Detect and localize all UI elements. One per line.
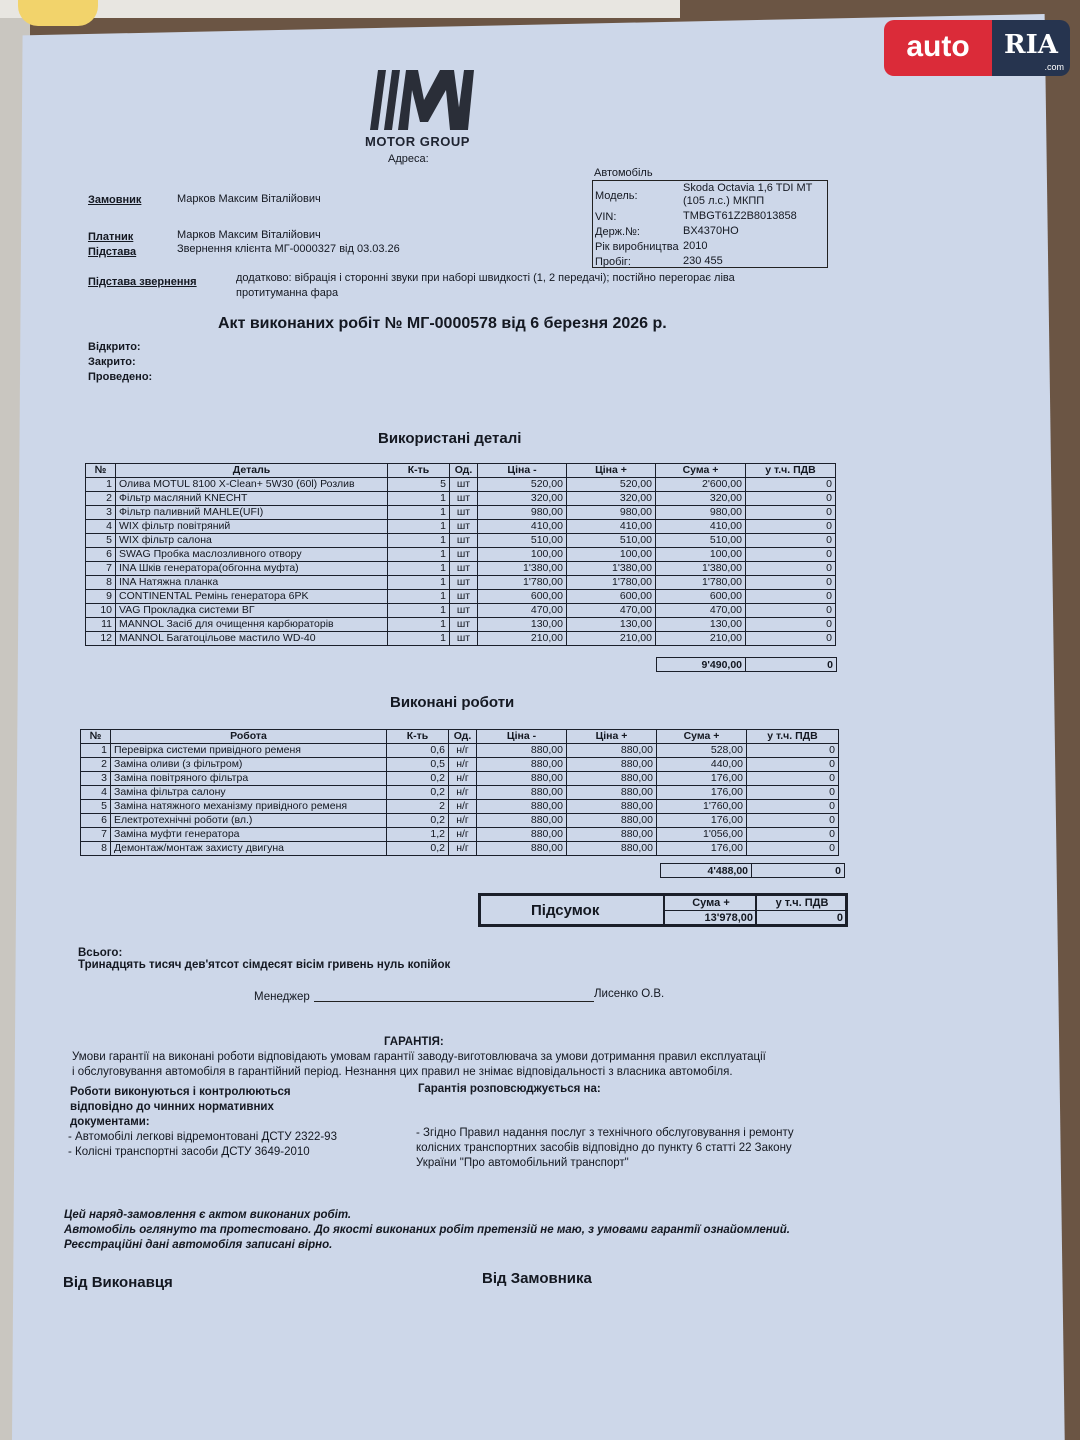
table-cell: 1,2 [387,828,449,842]
table-cell: н/г [449,814,477,828]
table-cell: 0,2 [387,786,449,800]
table-cell: 6 [81,814,111,828]
table-cell: 0 [746,562,836,576]
table-cell: SWAG Пробка маслозливного отвору [116,548,388,562]
basis-label: Підстава [88,246,137,258]
table-cell: Заміна оливи (з фільтром) [111,758,387,772]
header-cell: Ціна + [567,730,657,744]
watermark-ria [992,20,1070,76]
table-cell: н/г [449,744,477,758]
table-cell: 520,00 [567,478,656,492]
warranty-left-title-3: документами: [70,1116,150,1128]
works-row [81,800,839,814]
header-cell: Ціна - [477,730,567,744]
table-cell: 880,00 [567,828,657,842]
table-cell: 600,00 [656,590,746,604]
table-cell: 2 [387,800,449,814]
footer-line-2: Автомобіль оглянуто та протестовано. До якості виконаних робіт претензій не маю, з умовами гарантії ознайомлений. [64,1224,790,1236]
table-cell: шт [450,520,478,534]
parts-row [86,534,836,548]
parts-row [86,520,836,534]
table-cell: 0 [746,590,836,604]
table-cell: 880,00 [477,814,567,828]
footer-line-1: Цей наряд-замовлення є актом виконаних робіт. [64,1209,352,1221]
works-row [81,758,839,772]
table-cell: 880,00 [567,786,657,800]
header-cell: К-ть [388,464,450,478]
table-cell: 100,00 [567,548,656,562]
table-cell: 7 [86,562,116,576]
table-cell: 8 [81,842,111,856]
parts-row [86,492,836,506]
table-cell: 510,00 [656,534,746,548]
table-cell: 0 [747,842,839,856]
table-cell: шт [450,506,478,520]
warranty-right-title: Гарантія розповсюджується на: [418,1083,601,1095]
table-cell: 0 [746,632,836,646]
car-model-value: Skoda Octavia 1,6 TDI MT [683,182,813,194]
table-cell: 100,00 [656,548,746,562]
works-total-sum: 4'488,00 [660,863,752,878]
summary-sum-header: Сума + [663,896,757,911]
table-cell: 176,00 [657,772,747,786]
parts-title: Використані деталі [378,430,522,447]
header-cell: Ціна + [567,464,656,478]
summary-vat-header: у т.ч. ПДВ [755,896,847,911]
table-cell: Заміна повітряного фільтра [111,772,387,786]
table-cell: 1'760,00 [657,800,747,814]
table-cell: 880,00 [567,842,657,856]
table-cell: 880,00 [477,786,567,800]
table-cell: 2'600,00 [656,478,746,492]
payer-label: Платник [88,231,134,243]
document-title: Акт виконаних робіт № МГ-0000578 від 6 березня 2026 р. [218,315,667,332]
table-cell: Електротехнічні роботи (вл.) [111,814,387,828]
table-cell: 1 [388,618,450,632]
table-cell: шт [450,618,478,632]
parts-total-vat: 0 [745,657,837,672]
table-cell: 0 [747,744,839,758]
table-cell: 880,00 [477,744,567,758]
table-cell: 176,00 [657,842,747,856]
total-label: Всього: [78,947,123,959]
works-title: Виконані роботи [390,694,515,711]
table-cell: 980,00 [567,506,656,520]
table-cell: 880,00 [477,758,567,772]
table-cell: MANNOL Багатоцільове мастило WD-40 [116,632,388,646]
closed-label: Закрито: [88,356,136,368]
car-header: Автомобіль [594,167,653,179]
table-cell: 1 [81,744,111,758]
table-cell: шт [450,492,478,506]
table-cell: 0 [746,618,836,632]
table-cell: 880,00 [567,758,657,772]
table-cell: MANNOL Засіб для очищення карбюраторів [116,618,388,632]
table-cell: н/г [449,800,477,814]
table-cell: 0 [747,772,839,786]
table-cell: VAG Прокладка системи ВГ [116,604,388,618]
table-cell: 130,00 [656,618,746,632]
reason-line-1: додатково: вібрація і сторонні звуки при наборі швидкості (1, 2 передачі); постійно перегорає ліва [236,272,735,284]
table-cell: 410,00 [567,520,656,534]
table-cell: Заміна фільтра салону [111,786,387,800]
table-cell: 11 [86,618,116,632]
background-top [0,0,680,18]
warranty-left-title-2: відповідно до чинних нормативних [70,1101,274,1113]
reason-line-2: протитуманна фара [236,287,339,299]
works-header-row [81,730,839,744]
warranty-right-line-2: колісних транспортних засобів відповідно до пункту 6 статті 22 Закону [416,1142,792,1154]
table-cell: 1 [388,520,450,534]
table-cell: 1 [388,562,450,576]
table-cell: шт [450,562,478,576]
table-cell: WIX фільтр повітряний [116,520,388,534]
table-cell: н/г [449,842,477,856]
table-cell: CONTINENTAL Ремінь генератора 6PK [116,590,388,604]
table-cell: 176,00 [657,814,747,828]
logo-text: MOTOR GROUP [365,134,470,149]
table-cell: 0 [746,548,836,562]
table-cell: 1'380,00 [656,562,746,576]
table-cell: Фільтр масляний KNECHT [116,492,388,506]
table-cell: 0 [746,576,836,590]
summary-title: Підсумок [531,902,600,919]
works-row [81,814,839,828]
table-cell: 510,00 [478,534,567,548]
table-cell: 880,00 [567,744,657,758]
table-cell: 100,00 [478,548,567,562]
table-cell: 6 [86,548,116,562]
opened-label: Відкрито: [88,341,141,353]
table-cell: Фільтр паливний MAHLE(UFI) [116,506,388,520]
table-cell: 1'056,00 [657,828,747,842]
table-cell: 4 [81,786,111,800]
table-cell: 5 [388,478,450,492]
parts-row [86,576,836,590]
table-cell: 130,00 [478,618,567,632]
table-cell: 1'780,00 [656,576,746,590]
table-cell: 1'380,00 [478,562,567,576]
header-cell: Ціна - [478,464,567,478]
table-cell: 0 [747,814,839,828]
table-cell: 0 [746,534,836,548]
header-cell: Сума + [657,730,747,744]
summary-sum-value: 13'978,00 [663,911,757,925]
table-cell: 0,2 [387,772,449,786]
table-cell: 3 [86,506,116,520]
table-cell: 3 [81,772,111,786]
table-cell: 0,2 [387,842,449,856]
table-cell: 880,00 [477,828,567,842]
table-cell: 1 [388,492,450,506]
parts-row [86,478,836,492]
table-cell: 510,00 [567,534,656,548]
works-row [81,744,839,758]
signature-customer: Від Замовника [482,1270,592,1287]
manager-label: Менеджер [254,991,310,1003]
table-cell: 1'380,00 [567,562,656,576]
reason-label: Підстава звернення [88,276,197,288]
watermark-auto: auto [884,20,992,76]
background-sticker [18,0,98,26]
car-year-value: 2010 [683,240,708,252]
header-cell: Од. [449,730,477,744]
customer-label: Замовник [88,194,142,206]
table-cell: Заміна натяжного механізму привідного ременя [111,800,387,814]
table-cell: 10 [86,604,116,618]
table-cell: 410,00 [478,520,567,534]
table-cell: 880,00 [567,800,657,814]
parts-total-sum: 9'490,00 [656,657,746,672]
car-mileage-value: 230 455 [683,255,723,267]
table-cell: 1 [388,506,450,520]
table-cell: 980,00 [656,506,746,520]
car-vin-value: TMBGT61Z2B8013858 [683,210,797,222]
table-cell: н/г [449,758,477,772]
table-cell: 9 [86,590,116,604]
table-cell: 4 [86,520,116,534]
header-cell: К-ть [387,730,449,744]
table-cell: 0 [747,786,839,800]
table-cell: INA Шків генератора(обгонна муфта) [116,562,388,576]
table-cell: 1 [388,548,450,562]
header-cell: Од. [450,464,478,478]
basis-value: Звернення клієнта МГ-0000327 від 03.03.26 [177,243,400,255]
parts-row [86,562,836,576]
warranty-left-title-1: Роботи виконуються і контролюються [70,1086,291,1098]
works-row [81,786,839,800]
table-cell: 176,00 [657,786,747,800]
table-cell: 0 [746,604,836,618]
table-cell: 600,00 [478,590,567,604]
table-cell: шт [450,604,478,618]
parts-row [86,632,836,646]
table-cell: 880,00 [477,772,567,786]
table-cell: Заміна муфти генератора [111,828,387,842]
table-cell: 5 [86,534,116,548]
table-cell: н/г [449,772,477,786]
table-cell: Перевірка системи привідного ременя [111,744,387,758]
parts-row [86,618,836,632]
parts-row [86,548,836,562]
table-cell: шт [450,534,478,548]
parts-row [86,506,836,520]
table-cell: 440,00 [657,758,747,772]
customer-value: Марков Максим Віталійович [177,193,321,205]
done-label: Проведено: [88,371,153,383]
parts-row [86,590,836,604]
table-cell: WIX фільтр салона [116,534,388,548]
table-cell: 1'780,00 [567,576,656,590]
works-row [81,772,839,786]
car-plate-label: Держ.№: [595,226,640,238]
table-cell: шт [450,590,478,604]
table-cell: 0 [746,520,836,534]
parts-row [86,604,836,618]
table-cell: 1 [388,632,450,646]
payer-value: Марков Максим Віталійович [177,229,321,241]
car-model-value-2: (105 л.с.) МКПП [683,195,765,207]
manager-name: Лисенко О.В. [594,988,665,1000]
car-mileage-label: Пробіг: [595,256,631,268]
table-cell: 1 [388,576,450,590]
manager-signature-line [314,1001,594,1002]
table-cell: 0 [747,758,839,772]
table-cell: 470,00 [656,604,746,618]
summary-box [478,893,848,927]
works-table [80,729,839,856]
car-vin-label: VIN: [595,211,617,223]
table-cell: 880,00 [477,800,567,814]
table-cell: 1 [388,604,450,618]
table-cell: Олива MOTUL 8100 X-Clean+ 5W30 (60l) Розлив [116,478,388,492]
table-cell: 880,00 [477,842,567,856]
table-cell: 0 [747,828,839,842]
header-cell: № [81,730,111,744]
warranty-left-item-2: - Колісні транспортні засоби ДСТУ 3649-2010 [68,1146,310,1158]
header-cell: Сума + [656,464,746,478]
table-cell: н/г [449,786,477,800]
header-cell: Робота [111,730,387,744]
signature-contractor: Від Виконавця [63,1274,173,1291]
table-cell: 0,5 [387,758,449,772]
warranty-title: ГАРАНТІЯ: [384,1036,444,1048]
table-cell: 7 [81,828,111,842]
table-cell: 880,00 [567,772,657,786]
table-cell: 520,00 [478,478,567,492]
header-cell: Деталь [116,464,388,478]
parts-table [85,463,836,646]
table-cell: 5 [81,800,111,814]
table-cell: 0,6 [387,744,449,758]
table-cell: 0 [747,800,839,814]
table-cell: 12 [86,632,116,646]
total-words: Тринадцять тисяч дев'ятсот сімдесят вісім гривень нуль копійок [78,959,451,971]
table-cell: шт [450,632,478,646]
table-cell: 320,00 [478,492,567,506]
parts-header-row [86,464,836,478]
warranty-line-2: і обслуговування автомобіля в гарантійний період. Незнання цих правил не знімає відповідальності з власника автомобіля. [72,1066,733,1078]
table-cell: 880,00 [567,814,657,828]
table-cell: 470,00 [478,604,567,618]
header-cell: № [86,464,116,478]
table-cell: 1 [388,590,450,604]
warranty-line-1: Умови гарантії на виконані роботи відповідають умовам гарантії заводу-виготовлювача за умови дотримання правил експлуатації [72,1051,766,1063]
table-cell: 470,00 [567,604,656,618]
autoria-watermark [884,20,1070,76]
table-cell: шт [450,548,478,562]
header-cell: у т.ч. ПДВ [747,730,839,744]
table-cell: 0,2 [387,814,449,828]
table-cell: 130,00 [567,618,656,632]
table-cell: 2 [86,492,116,506]
header-cell: у т.ч. ПДВ [746,464,836,478]
watermark-ria-text: RIA [1004,30,1058,60]
table-cell: Демонтаж/монтаж захисту двигуна [111,842,387,856]
warranty-right-line-1: - Згідно Правил надання послуг з технічного обслуговування і ремонту [416,1127,794,1139]
table-cell: 528,00 [657,744,747,758]
table-cell: шт [450,478,478,492]
table-cell: INA Натяжна планка [116,576,388,590]
car-year-label: Рік виробництва [595,241,679,253]
watermark-domain: .com [1044,62,1064,72]
table-cell: 0 [746,478,836,492]
table-cell: шт [450,576,478,590]
table-cell: 1 [86,478,116,492]
table-cell: н/г [449,828,477,842]
table-cell: 600,00 [567,590,656,604]
works-row [81,842,839,856]
table-cell: 210,00 [478,632,567,646]
table-cell: 210,00 [656,632,746,646]
car-model-label: Модель: [595,190,638,202]
car-plate-value: BX4370HO [683,225,739,237]
table-cell: 210,00 [567,632,656,646]
table-cell: 1'780,00 [478,576,567,590]
works-total-vat: 0 [751,863,845,878]
table-cell: 0 [746,506,836,520]
table-cell: 410,00 [656,520,746,534]
works-row [81,828,839,842]
table-cell: 0 [746,492,836,506]
warranty-right-line-3: України "Про автомобільний транспорт" [416,1157,629,1169]
table-cell: 8 [86,576,116,590]
warranty-left-item-1: - Автомобілі легкові відремонтовані ДСТУ 2322-93 [68,1131,337,1143]
table-cell: 320,00 [567,492,656,506]
footer-line-3: Реєстраційні дані автомобіля записані вірно. [64,1239,333,1251]
address-label: Адреса: [388,153,429,165]
summary-vat-value: 0 [755,911,847,925]
table-cell: 2 [81,758,111,772]
motor-group-logo-icon [364,70,479,130]
table-cell: 1 [388,534,450,548]
table-cell: 320,00 [656,492,746,506]
table-cell: 980,00 [478,506,567,520]
